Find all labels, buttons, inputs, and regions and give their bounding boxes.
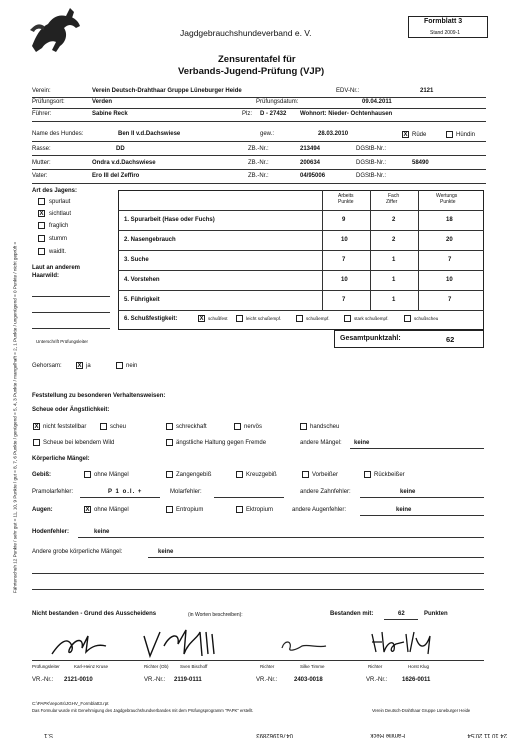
schuss-empf-checkbox[interactable] xyxy=(296,315,303,322)
judge2-name: Sven Bischoff xyxy=(180,664,208,669)
hund-value: Ben II v.d.Dachswiese xyxy=(118,131,181,137)
ruede-label: Rüde xyxy=(412,132,427,138)
schuss-stark-checkbox[interactable] xyxy=(344,315,351,322)
row2-label: 2. Nasengebrauch xyxy=(124,237,176,243)
logo-image xyxy=(26,6,84,54)
scheue-wild-checkbox[interactable] xyxy=(33,439,40,446)
row1-wertung: 18 xyxy=(446,217,453,223)
gesamt-label: Gesamtpunktzahl: xyxy=(340,335,401,342)
rasse-label: Rasse: xyxy=(32,146,51,152)
jagen-fraglich-label: fraglich xyxy=(49,223,69,229)
judge1-role: Prüfungsleiter xyxy=(32,664,60,669)
mutter-value: Ondra v.d.Dachswiese xyxy=(92,160,156,166)
judge3-name: Silke Timme xyxy=(300,664,325,669)
jagen-spurlaut-checkbox[interactable] xyxy=(38,198,45,205)
scheue-nervoes-label: nervös xyxy=(244,424,263,430)
zahnfehler-value: keine xyxy=(400,489,416,495)
judge4-name: Horst Klug xyxy=(408,664,430,669)
fax-line xyxy=(0,728,523,740)
schuss-fest-label: schußfest xyxy=(208,316,228,321)
gebiss-vorbeisser-checkbox[interactable] xyxy=(302,471,309,478)
augen-ohne-checkbox[interactable]: X xyxy=(85,507,90,513)
gebiss-ohne-checkbox[interactable] xyxy=(84,471,91,478)
gew-label: gew.: xyxy=(260,131,275,137)
gehorsam-label: Gehorsam: xyxy=(32,363,62,369)
fax-date: 24 10 11 20:54 xyxy=(467,732,507,738)
club-footer: Verein Deutsch-Drahthaar Gruppe Lüneburger Heide xyxy=(372,708,471,713)
row5-wertung: 7 xyxy=(448,297,452,303)
andere-maengel-value: keine xyxy=(354,440,370,446)
ort-value: Verden xyxy=(92,99,113,105)
judge3-role: Richter xyxy=(260,664,275,669)
row5-arbeits: 7 xyxy=(342,297,346,303)
schuss-scheu-checkbox[interactable] xyxy=(404,315,411,322)
nicht-bestanden-note: (in Worten beschreiben): xyxy=(188,612,243,618)
jagen-sichtlaut-label: sichtlaut xyxy=(49,211,72,217)
hoden-value: keine xyxy=(94,529,110,535)
plz-value: D - 27432 xyxy=(260,111,287,117)
row1-arbeits: 9 xyxy=(342,217,346,223)
vr-label-2: VR.-Nr.: xyxy=(144,677,166,683)
vater-value: Ero III del Zeffiro xyxy=(92,173,140,179)
signature-1 xyxy=(50,632,110,662)
hund-label: Name des Hundes: xyxy=(32,131,84,137)
form-label: Formblatt 3 xyxy=(424,18,463,25)
wild-label-1: Laut an anderem xyxy=(32,265,81,271)
fax-page: S.1 xyxy=(43,732,53,738)
vr-label-3: VR.-Nr.: xyxy=(256,677,278,683)
jagen-stumm-label: stumm xyxy=(49,236,67,242)
form-date: Stand 2009-1 xyxy=(430,30,461,36)
judge2-role: Richter (Ob) xyxy=(144,664,169,669)
jagen-stumm-checkbox[interactable] xyxy=(38,235,45,242)
zb-hund-value: 213494 xyxy=(300,146,321,152)
ruede-checkbox[interactable]: X xyxy=(403,132,408,138)
grobe-label: Andere grobe körperliche Mängel: xyxy=(32,549,123,555)
row1-label: 1. Spurarbeit (Hase oder Fuchs) xyxy=(124,217,215,223)
gebiss-rueckbeisser-label: Rückbeißer xyxy=(374,472,405,478)
grobe-value: keine xyxy=(158,549,174,555)
side-scale-text: Fährtenschuh 12 Punkte / sehr gut = 11, 10, 9 Punkte / gut = 8, 7, 6 Punkte / genügend = 5, 4, 3 Punkte / mangelhaft = 2, 1 Punkte / ungenügend = 0 Punkte / nicht geprüft = xyxy=(12,241,18,594)
org-name: Jagdgebrauchshundeverband e. V. xyxy=(180,28,312,38)
dgstb-label-hund: DGStB-Nr.: xyxy=(356,146,387,152)
scheue-handscheu-checkbox[interactable] xyxy=(300,423,307,430)
row4-wertung: 10 xyxy=(446,277,453,283)
gehorsam-nein-checkbox[interactable] xyxy=(116,362,123,369)
judge1-vr: 2121-0010 xyxy=(64,677,93,683)
schuss-leicht-label: leicht schußempf. xyxy=(246,316,282,321)
title-line1: Zensurentafel für xyxy=(218,54,296,65)
scheue-heading: Scheue oder Ängstlichkeit: xyxy=(32,407,110,413)
judge2-vr: 2119-0111 xyxy=(174,677,202,683)
augen-entropium-checkbox[interactable] xyxy=(166,506,173,513)
zb-mutter-value: 200634 xyxy=(300,160,321,166)
report-path: C:\PAPK\reports\JGHV_Formblatt3.rpt xyxy=(32,701,109,706)
datum-value: 09.04.2011 xyxy=(362,99,392,105)
jagen-waidlt-label: waidlt. xyxy=(49,249,67,255)
gehorsam-ja-label: ja xyxy=(86,363,91,369)
col-wertungs: Wertungs xyxy=(436,193,458,199)
score-table xyxy=(118,190,484,330)
signature-3 xyxy=(278,638,328,656)
gehorsam-ja-checkbox[interactable]: X xyxy=(77,363,82,369)
nicht-bestanden-label: Nicht bestanden - Grund des Ausscheidens xyxy=(32,611,157,617)
row3-fach: 1 xyxy=(392,257,396,263)
huendin-label: Hündin xyxy=(456,132,476,138)
jagen-fraglich-checkbox[interactable] xyxy=(38,222,45,229)
gebiss-zange-checkbox[interactable] xyxy=(166,471,173,478)
scheue-nicht-label: nicht feststellbar xyxy=(43,424,87,430)
scheue-schreckhaft-checkbox[interactable] xyxy=(166,423,173,430)
vr-label-4: VR.-Nr.: xyxy=(366,677,388,683)
bestanden-label: Bestanden mit: xyxy=(330,611,374,617)
row2-arbeits: 10 xyxy=(341,237,348,243)
fuehrer-label: Führer: xyxy=(32,111,52,117)
row4-arbeits: 10 xyxy=(341,277,348,283)
row4-fach: 1 xyxy=(392,277,396,283)
augen-label: Augen: xyxy=(32,507,53,513)
row3-wertung: 7 xyxy=(448,257,452,263)
zb-label-vater: ZB.-Nr.: xyxy=(248,173,269,179)
scheue-nicht-checkbox[interactable]: X xyxy=(34,424,39,430)
schuss-label: 6. Schußfestigkeit: xyxy=(124,316,178,322)
vater-label: Vater: xyxy=(32,173,48,179)
wohnort-label: Wohnort: Nieder- Ochtenhausen xyxy=(300,111,393,117)
gehorsam-nein-label: nein xyxy=(126,363,138,369)
dgstb-label-mutter: DGStB-Nr.: xyxy=(356,160,387,166)
zb-label-hund: ZB.-Nr.: xyxy=(248,146,269,152)
zb-label-mutter: ZB.-Nr.: xyxy=(248,160,269,166)
jagen-sichtlaut-checkbox[interactable]: X xyxy=(39,211,44,217)
augen-ohne-label: ohne Mängel xyxy=(94,507,129,513)
scheue-scheu-checkbox[interactable] xyxy=(100,423,107,430)
dgstb-label-vater: DGStB-Nr.: xyxy=(356,173,387,179)
gebiss-kreuz-label: Kreuzgebiß xyxy=(246,472,277,478)
zb-vater-value: 04/95006 xyxy=(300,173,326,179)
gebiss-ohne-label: ohne Mängel xyxy=(94,472,129,478)
col-wertungs-punkte: Punkte xyxy=(440,199,456,205)
andere-maengel-label: andere Mängel: xyxy=(300,440,342,446)
jagen-title: Art des Jagens: xyxy=(32,188,78,194)
verein-label: Verein: xyxy=(32,88,51,94)
pramolar-label: Pramolarfehler: xyxy=(32,489,74,495)
row3-arbeits: 7 xyxy=(342,257,346,263)
gebiss-vorbeisser-label: Vorbeißer xyxy=(312,472,339,478)
fax-sender: Familie Reck xyxy=(370,732,405,738)
molar-label: Molarfehler: xyxy=(170,489,202,495)
vr-label-1: VR.-Nr.: xyxy=(32,677,54,683)
judge1-name: Karl-Heinz Kruse xyxy=(74,664,109,669)
judge3-vr: 2403-0018 xyxy=(294,677,323,683)
gesamt-value: 62 xyxy=(446,335,455,344)
fuehrer-value: Sabine Reck xyxy=(92,111,128,117)
col-ziffer: Ziffer xyxy=(386,199,398,205)
copyright-text: Das Formular wurde mit Genehmigung des Jagdgebrauchshundverbandes mit dem Prüfungsprogramm "PAPK" erstellt. xyxy=(32,708,254,713)
judge4-vr: 1626-0011 xyxy=(402,677,431,683)
row2-fach: 2 xyxy=(392,237,396,243)
row1-fach: 2 xyxy=(392,217,396,223)
scheue-schreckhaft-label: schreckhaft xyxy=(176,424,207,430)
fax-number: 04761962893 xyxy=(256,732,293,738)
scheue-handscheu-label: handscheu xyxy=(310,424,340,430)
edv-label: EDV-Nr.: xyxy=(336,88,360,94)
jagen-spurlaut-label: spurlaut xyxy=(49,199,71,205)
scheue-nervoes-checkbox[interactable] xyxy=(234,423,241,430)
schuss-stark-label: stark schußempf. xyxy=(354,316,389,321)
dgstb-mutter-value: 58490 xyxy=(412,160,429,166)
pruefungsleiter-signature-label: Unterschrift Prüfungsleiter xyxy=(36,339,89,344)
col-arbeits-punkte: Punkte xyxy=(338,199,354,205)
gebiss-kreuz-checkbox[interactable] xyxy=(236,471,243,478)
rasse-value: DD xyxy=(116,146,125,152)
row3-label: 3. Suche xyxy=(124,257,149,263)
scheue-fremde-label: ängstliche Haltung gegen Fremde xyxy=(176,440,267,446)
gebiss-rueckbeisser-checkbox[interactable] xyxy=(364,471,371,478)
huendin-checkbox[interactable] xyxy=(446,131,453,138)
augen-ektropium-label: Ektropium xyxy=(246,507,274,513)
datum-label: Prüfungsdatum: xyxy=(256,99,299,105)
ort-label: Prüfungsort: xyxy=(32,99,65,105)
koerper-heading: Körperliche Mängel: xyxy=(32,456,90,462)
signature-4 xyxy=(370,630,434,658)
title-line2: Verbands-Jugend-Prüfung (VJP) xyxy=(178,66,325,77)
punkten-label: Punkten xyxy=(424,611,448,617)
bestanden-value: 62 xyxy=(398,611,405,617)
edv-value: 2121 xyxy=(420,88,434,94)
scheue-scheu-label: scheu xyxy=(110,424,127,430)
col-fach: Fach xyxy=(388,193,400,199)
zahnfehler-label: andere Zahnfehler: xyxy=(300,489,351,495)
mutter-label: Mutter: xyxy=(32,160,51,166)
scheue-fremde-checkbox[interactable] xyxy=(166,439,173,446)
row5-fach: 1 xyxy=(392,297,396,303)
verein-value: Verein Deutsch-Drahthaar Gruppe Lüneburger Heide xyxy=(92,88,242,94)
augenfehler-label: andere Augenfehler: xyxy=(292,507,347,513)
col-arbeits: Arbeits xyxy=(338,193,354,199)
row4-label: 4. Vorstehen xyxy=(124,277,160,283)
row2-wertung: 20 xyxy=(446,237,453,243)
schuss-leicht-checkbox[interactable] xyxy=(236,315,243,322)
schuss-empf-label: schußempf. xyxy=(306,316,330,321)
gebiss-zange-label: Zangengebiß xyxy=(176,472,212,478)
augen-ektropium-checkbox[interactable] xyxy=(236,506,243,513)
schuss-scheu-label: schußscheu xyxy=(414,316,439,321)
schuss-fest-checkbox[interactable]: X xyxy=(199,316,204,322)
gew-value: 28.03.2010 xyxy=(318,131,349,137)
hoden-label: Hodenfehler: xyxy=(32,529,70,535)
judge4-role: Richter xyxy=(368,664,383,669)
wesen-heading: Feststellung zu besonderen Verhaltensweisen: xyxy=(32,393,166,399)
augenfehler-value: keine xyxy=(396,507,412,513)
scheue-wild-label: Scheue bei lebendem Wild xyxy=(43,440,115,446)
gebiss-label: Gebiß: xyxy=(32,472,51,478)
row5-label: 5. Führigkeit xyxy=(124,297,160,303)
plz-label: Plz: xyxy=(242,111,253,117)
signature-2 xyxy=(140,628,220,662)
augen-entropium-label: Entropium xyxy=(176,507,204,513)
pramolar-value: P 1 o.l. + xyxy=(108,489,143,495)
jagen-waidlt-checkbox[interactable] xyxy=(38,248,45,255)
wild-label-2: Haarwild: xyxy=(32,273,60,279)
